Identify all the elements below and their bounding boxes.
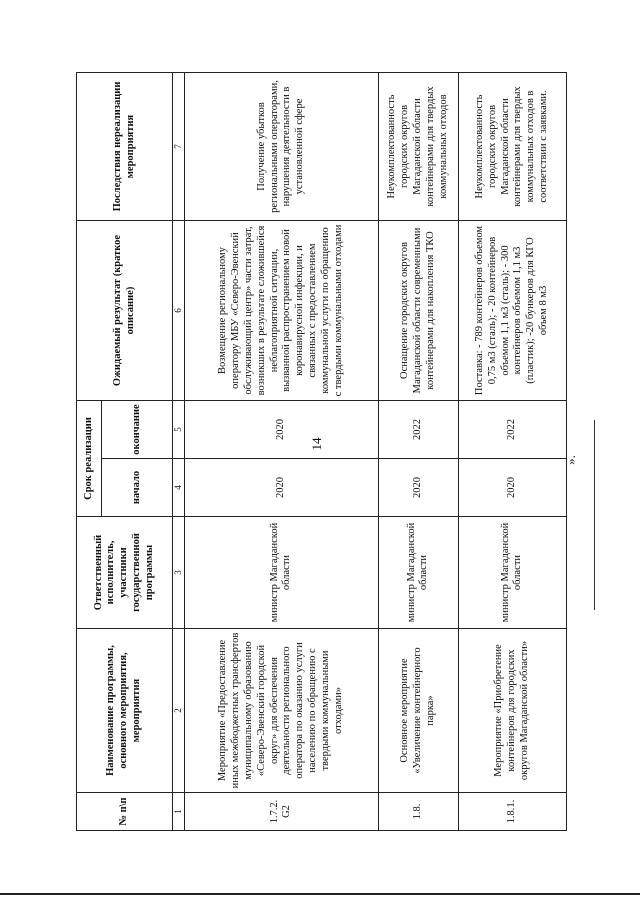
row-result: Поставка: - 789 контейнеров объемом 0,75 м3 (сталь); - 20 контейнеров объемом 1,1 м3 (сталь); - 300 контейнеров объемом 1,1 м3 (пластик); -20 бункеров для КГО объем 8 м3: [458, 221, 566, 401]
row-consequence: Получение убытков региональными операторами, нарушения деятельности в установленной сфере: [184, 73, 378, 221]
row-num: 1.7.2. G2: [184, 793, 378, 831]
col-number-4: 4: [173, 459, 185, 517]
col-number-3: 3: [173, 517, 185, 629]
table-row: [184, 73, 378, 831]
col-number-5: 5: [173, 401, 185, 459]
row-result: Возмещение региональному оператору МБУ «Северо-Эвенский обслуживающий центр» части затрат, возникших в результате сложившейся неблагоприятной ситуации, вызванной распространением новой коронавирусной инфекции, и связанных с предоставлением коммунальной услуги по обращению с твердыми коммунальными отходами: [184, 221, 378, 401]
header-end: окончание: [102, 401, 173, 459]
header-consequence: Последствия нереализации мероприятия: [77, 73, 173, 221]
row-start: 2020: [458, 459, 566, 517]
row-executor: министр Магаданской области: [458, 517, 566, 629]
row-result: Оснащение городских округов Магаданской области современными контейнерами для накопления ТКО: [378, 221, 458, 401]
col-number-7: 7: [173, 73, 185, 221]
page-number: 14: [309, 437, 324, 451]
table-row: [378, 73, 458, 831]
header-period: Срок реализации: [77, 401, 102, 517]
row-num: 1.8.: [378, 793, 458, 831]
row-name: Мероприятие «Приобретение контейнеров для городских округов Магаданской области»: [458, 629, 566, 793]
row-start: 2020: [184, 459, 378, 517]
program-table: [76, 72, 567, 831]
row-consequence: Неукомплектованность городских округов Магаданской области контейнерами для твердых коммунальных отходов: [378, 73, 458, 221]
col-number-2: 2: [173, 629, 185, 793]
header-start: начало: [102, 459, 173, 517]
table-row: [458, 73, 566, 831]
footer-mark: ».: [562, 455, 578, 465]
col-number-1: 1: [173, 793, 185, 831]
row-consequence: Неукомплектованность городских округов Магаданской области контейнерами для твердых коммунальных отходов в соответствии с заявками.: [458, 73, 566, 221]
page-bottom-rule: [0, 893, 640, 895]
row-name: Мероприятие «Предоставление иных межбюджетных трансфертов муниципальному образованию «Северо-Эвенский городской округ» для обеспечения деятельности регионального оператора по оказанию услуги населению по обращению с твердыми коммунальными отходами»: [184, 629, 378, 793]
row-executor: министр Магаданской области: [184, 517, 378, 629]
row-start: 2020: [378, 459, 458, 517]
row-executor: министр Магаданской области: [378, 517, 458, 629]
header-executor: Ответственный исполнитель, участники государственной программы: [77, 517, 173, 629]
footer-rule: [594, 420, 595, 610]
row-end: 2020: [184, 401, 378, 459]
header-num: № п\п: [77, 793, 173, 831]
row-name: Основное мероприятие «Увеличение контейнерного парка»: [378, 629, 458, 793]
header-name: Наименование программы, основного мероприятия, мероприятия: [77, 629, 173, 793]
rotated-table-container: [76, 73, 564, 831]
header-result: Ожидаемый результат (краткое описание): [77, 221, 173, 401]
row-end: 2022: [458, 401, 566, 459]
row-end: 2022: [378, 401, 458, 459]
col-number-6: 6: [173, 221, 185, 401]
row-num: 1.8.1.: [458, 793, 566, 831]
